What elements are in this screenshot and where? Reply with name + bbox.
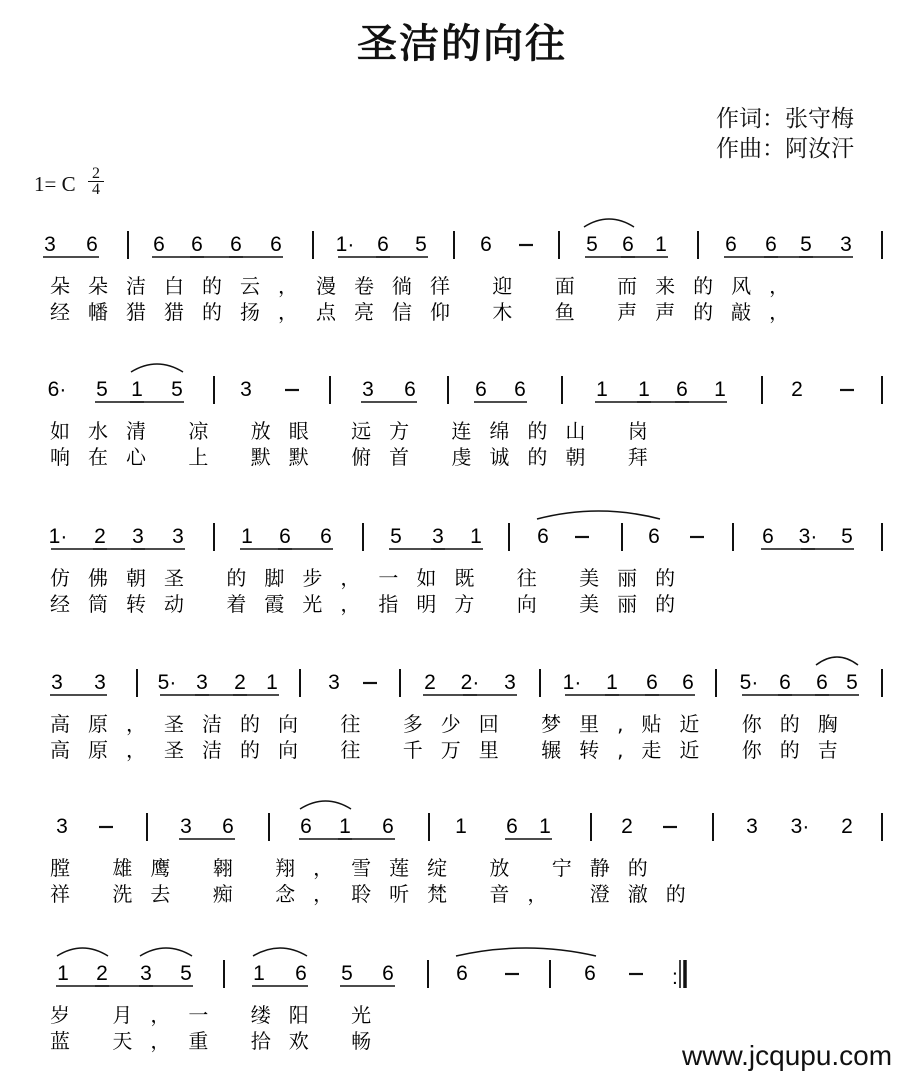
- note: 6: [279, 525, 291, 548]
- note: 1·: [335, 233, 355, 256]
- note: 5: [180, 962, 192, 985]
- note: 6: [779, 671, 791, 694]
- note: 6: [480, 233, 492, 256]
- note: 2: [94, 525, 106, 548]
- note: 5: [171, 378, 183, 401]
- note: 5: [341, 962, 353, 985]
- note: 6: [230, 233, 242, 256]
- note: 2: [424, 671, 436, 694]
- watermark: www.jcqupu.com: [682, 1040, 893, 1071]
- note: 6: [725, 233, 737, 256]
- note: 6: [300, 815, 312, 838]
- note: 3: [328, 671, 340, 694]
- time-signature-bottom: 4: [92, 181, 100, 198]
- lyric-verse2: 高原，圣洁的向 往 千万里 辗转,走近 你的吉: [50, 738, 856, 762]
- note: 6: [475, 378, 487, 401]
- key-signature: 1= C: [34, 172, 76, 196]
- note: 5: [800, 233, 812, 256]
- lyric-verse1: 膛 雄鹰 翱 翔，雪莲绽 放 宁静的: [50, 856, 666, 880]
- note: 1: [266, 671, 278, 694]
- note: 1·: [48, 525, 68, 548]
- note: 3·: [790, 815, 810, 838]
- note: 6: [676, 378, 688, 401]
- note: 1: [455, 815, 467, 838]
- note: 1: [131, 378, 143, 401]
- lyric-verse2: 响在心 上 默默 俯首 虔诚的朝 拜: [50, 445, 666, 469]
- note: 3: [240, 378, 252, 401]
- note: 1: [539, 815, 551, 838]
- tie-arc: [300, 801, 351, 809]
- lyricist-credit: 作词：张守梅: [716, 106, 854, 132]
- note: 6: [506, 815, 518, 838]
- lyric-verse2: 经幡猎猎的扬，点亮信仰 木 鱼 声声的敲，: [50, 300, 808, 324]
- note: 5: [415, 233, 427, 256]
- tie-arc: [584, 219, 634, 227]
- note: 6: [320, 525, 332, 548]
- note: 1: [606, 671, 618, 694]
- note: 6: [404, 378, 416, 401]
- tie-arc: [456, 948, 596, 956]
- note: 6: [514, 378, 526, 401]
- tie-arc: [816, 657, 858, 665]
- note: 6: [86, 233, 98, 256]
- note: 1·: [562, 671, 582, 694]
- note: 2: [234, 671, 246, 694]
- note: 1: [470, 525, 482, 548]
- note: 6: [765, 233, 777, 256]
- note: 5·: [157, 671, 177, 694]
- note: 2: [841, 815, 853, 838]
- note: 6: [153, 233, 165, 256]
- note: 2: [621, 815, 633, 838]
- note: 6: [537, 525, 549, 548]
- note: 6: [646, 671, 658, 694]
- note: 5·: [739, 671, 759, 694]
- lyric-verse1: 如水清 凉 放眼 远方 连绵的山 岗: [50, 419, 666, 443]
- note: 6·: [47, 378, 67, 401]
- note: 3: [362, 378, 374, 401]
- note: 6: [584, 962, 596, 985]
- note: 3: [94, 671, 106, 694]
- note: 6: [816, 671, 828, 694]
- note: 2: [791, 378, 803, 401]
- note: 3: [56, 815, 68, 838]
- note: 1: [638, 378, 650, 401]
- lyric-verse2: 经筒转动 着霞光，指明方 向 美丽的: [50, 592, 694, 616]
- note: 6: [456, 962, 468, 985]
- note: 2: [96, 962, 108, 985]
- note: 1: [714, 378, 726, 401]
- note: 1: [655, 233, 667, 256]
- tie-arc: [253, 948, 307, 956]
- tie-arc: [131, 364, 183, 372]
- tie-arc: [140, 948, 192, 956]
- note: 3: [44, 233, 56, 256]
- note: 3: [140, 962, 152, 985]
- repeat-end-barline: :: [672, 966, 678, 989]
- note: 6: [622, 233, 634, 256]
- note: 3·: [798, 525, 818, 548]
- note: 3: [172, 525, 184, 548]
- composer-credit: 作曲：阿汝汗: [716, 136, 854, 162]
- note: 5: [390, 525, 402, 548]
- tie-arc: [57, 948, 108, 956]
- time-signature-top: 2: [88, 166, 104, 182]
- note: 6: [191, 233, 203, 256]
- note: 1: [253, 962, 265, 985]
- note: 6: [382, 962, 394, 985]
- note: 5: [846, 671, 858, 694]
- note: 3: [51, 671, 63, 694]
- note: 3: [132, 525, 144, 548]
- note: 1: [241, 525, 253, 548]
- note: 3: [840, 233, 852, 256]
- note: 3: [504, 671, 516, 694]
- note: 6: [762, 525, 774, 548]
- note: 3: [180, 815, 192, 838]
- note: 5: [841, 525, 853, 548]
- note: 2·: [460, 671, 480, 694]
- note: 1: [57, 962, 69, 985]
- lyric-verse1: 岁 月，一 缕阳 光: [50, 1003, 390, 1027]
- song-title: 圣洁的向往: [357, 21, 567, 67]
- note: 6: [270, 233, 282, 256]
- lyric-verse1: 高原，圣洁的向 往 多少回 梦里,贴近 你的胸: [50, 712, 856, 736]
- note: 3: [196, 671, 208, 694]
- note: 6: [222, 815, 234, 838]
- lyric-verse2: 蓝 天，重 拾欢 畅: [50, 1029, 390, 1053]
- lyric-verse2: 祥 洗去 痴 念，聆听梵 音， 澄澈的: [50, 882, 704, 906]
- note: 1: [596, 378, 608, 401]
- note: 5: [586, 233, 598, 256]
- note: 1: [339, 815, 351, 838]
- tie-arc: [537, 511, 660, 519]
- note: 6: [377, 233, 389, 256]
- note: 3: [432, 525, 444, 548]
- note: 6: [295, 962, 307, 985]
- note: 5: [96, 378, 108, 401]
- note: 6: [682, 671, 694, 694]
- note: 3: [746, 815, 758, 838]
- note: 6: [648, 525, 660, 548]
- lyric-verse1: 仿佛朝圣 的脚步，一如既 往 美丽的: [50, 566, 694, 590]
- lyric-verse1: 朵朵洁白的云，漫卷徜徉 迎 面 而来的风，: [50, 274, 808, 298]
- note: 6: [382, 815, 394, 838]
